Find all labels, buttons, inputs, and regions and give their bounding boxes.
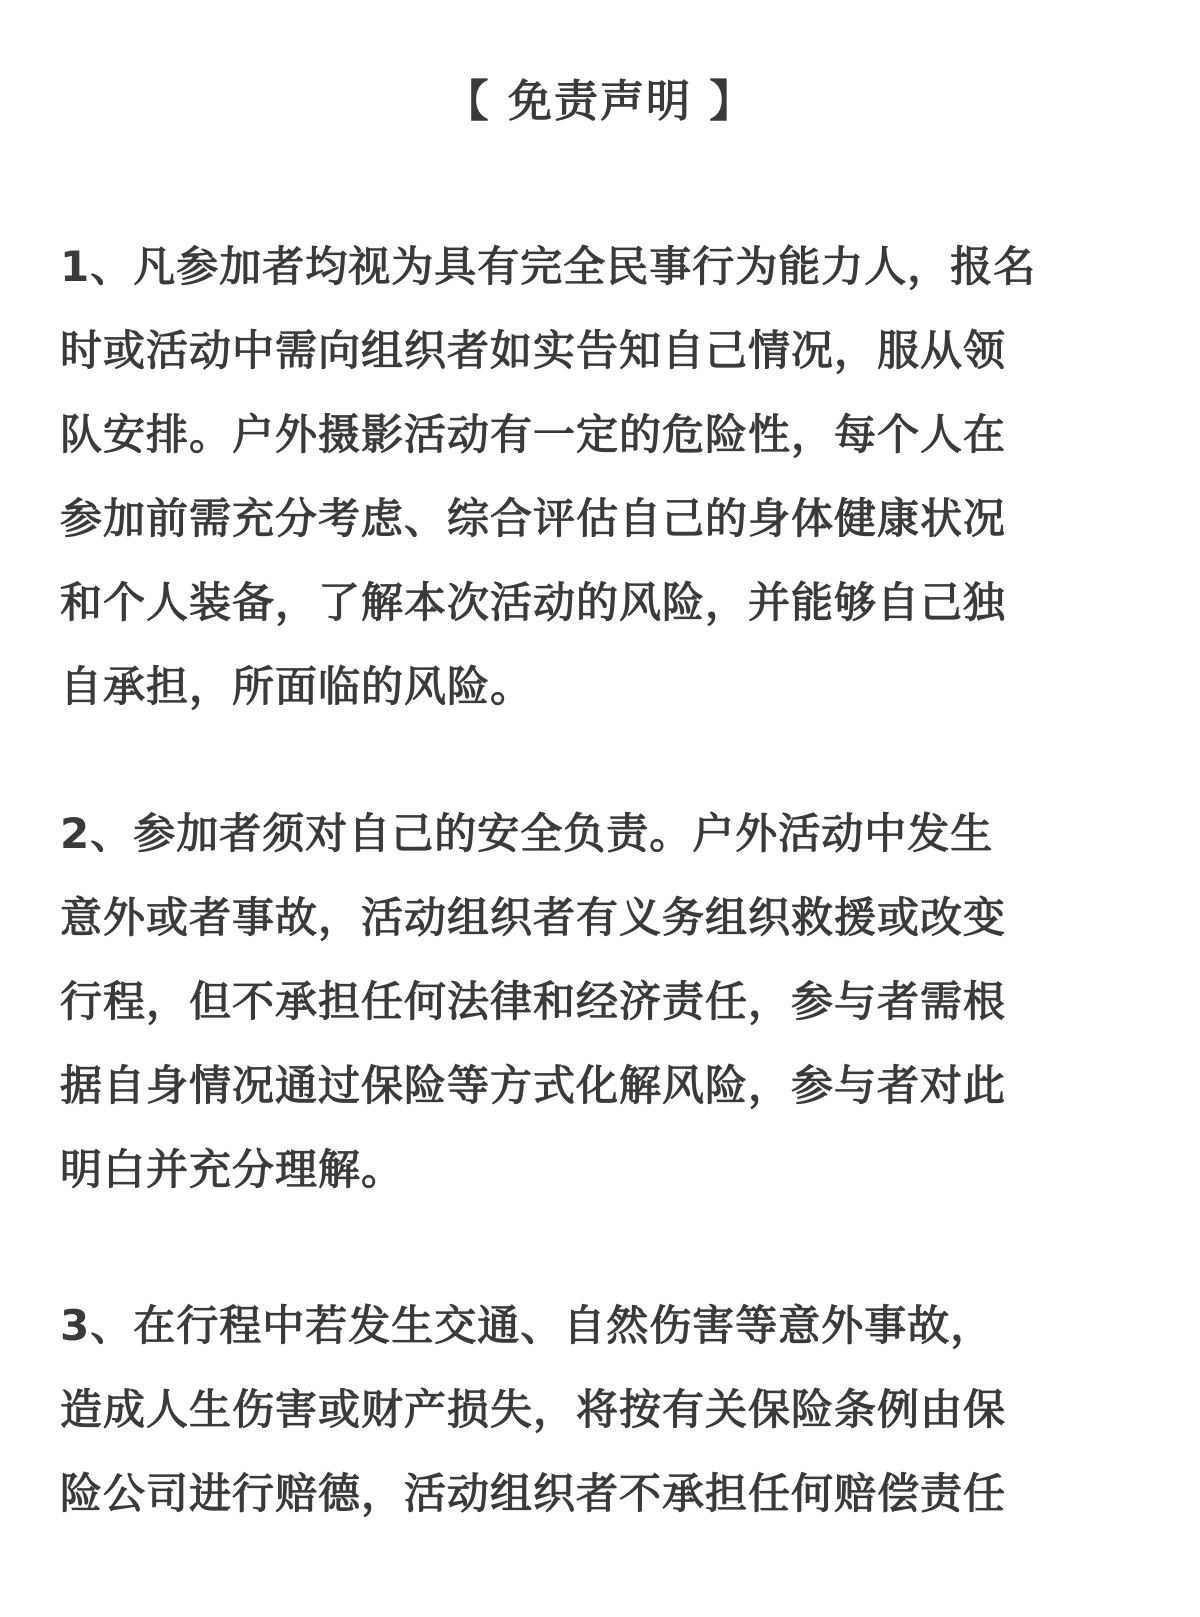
text-line: 明白并充分理解。 — [60, 1145, 405, 1194]
text-line: 时或活动中需向组织者如实告知自己情况，服从领 — [60, 326, 1007, 375]
text-line: 队安排。户外摄影活动有一定的危险性，每个人在 — [60, 410, 1007, 459]
text-line: 据自身情况通过保险等方式化解风险，参与者对此 — [60, 1061, 1007, 1110]
text-line: 自承担，所面临的风险。 — [60, 662, 534, 711]
clause-2 — [60, 792, 1140, 1212]
clause-1 — [60, 225, 1140, 729]
text-line: 参加前需充分考虑、综合评估自己的身体健康状况 — [60, 494, 1007, 543]
clause-3 — [60, 1284, 1140, 1536]
text-line: 2、参加者须对自己的安全负责。户外活动中发生 — [60, 809, 994, 858]
text-line: 造成人生伤害或财产损失，将按有关保险条例由保 — [60, 1385, 1007, 1434]
text-line: 和个人装备，了解本次活动的风险，并能够自己独 — [60, 578, 1007, 627]
text-line: 1、凡参加者均视为具有完全民事行为能力人，报名 — [60, 242, 1037, 291]
document-title: 【 免责声明 】 — [444, 76, 756, 127]
text-line: 意外或者事故，活动组织者有义务组织救援或改变 — [60, 893, 1007, 942]
text-line: 险公司进行赔德，活动组织者不承担任何赔偿责任 — [60, 1469, 1007, 1518]
text-line: 3、在行程中若发生交通、自然伤害等意外事故， — [60, 1301, 994, 1350]
text-line: 行程，但不承担任何法律和经济责任，参与者需根 — [60, 977, 1007, 1026]
